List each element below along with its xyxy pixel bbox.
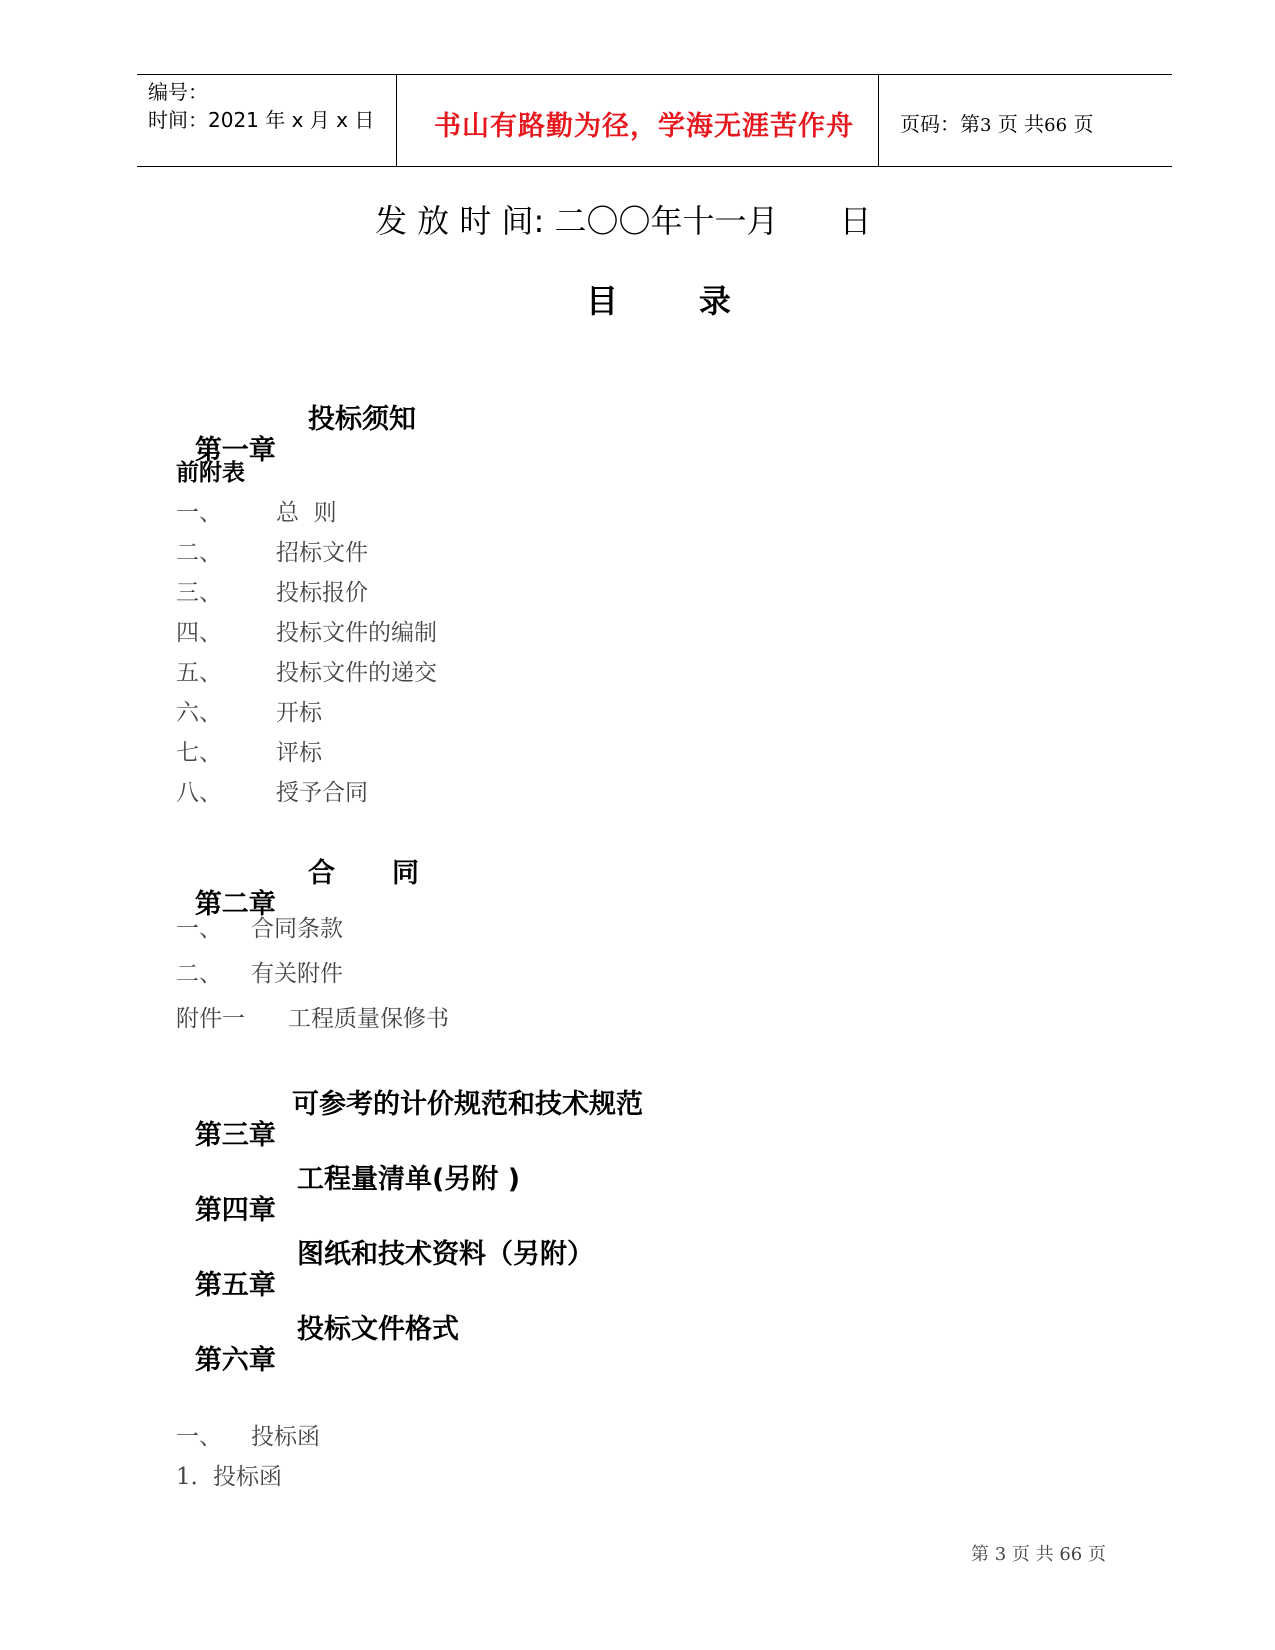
page-mid-label: 页 共 [997,112,1045,136]
chapter-1-number: 第一章 [194,435,276,466]
header-top-rule [137,74,1172,75]
page-number: 3 [980,115,992,136]
chapter-2-number: 第二章 [194,889,276,920]
chapter-3-title: 可参考的计价规范和技术规范 [292,1089,643,1120]
doc-time-label: 时间：2021 年 x 月 x 日 [148,108,375,132]
chapter-6-number: 第六章 [194,1345,276,1376]
chapter-2-title-b: 同 [392,858,419,889]
page-total: 66 [1044,115,1068,136]
page-label: 页码：第 [900,112,980,136]
chapter-5-number: 第五章 [194,1270,276,1301]
chapter-4-title: 工程量清单(另附 ) [297,1164,521,1195]
chapter-1-appendix-table: 前附表 [176,460,245,486]
doc-number-label: 编号： [148,80,208,104]
header-motto: 书山有路勤为径，学海无涯苦作舟 [434,111,854,142]
chapter-4-number: 第四章 [194,1195,276,1226]
page-end-label: 页 [1073,112,1094,136]
toc-title: 目 录 [586,282,733,320]
header-divider-left [396,75,397,167]
header-meta [148,78,374,134]
chapter-6-title: 投标文件格式 [297,1314,459,1345]
chapter-3-number: 第三章 [194,1120,276,1151]
issue-date: 发 放 时 间: 二〇〇年十一月 日 [375,202,872,240]
chapter-5-title: 图纸和技术资料（另附） [297,1239,594,1270]
chapter-6-heading [176,1307,459,1408]
chapter-1-title: 投标须知 [308,404,416,435]
chapter-2-title-a: 合 [308,858,335,889]
page-footer: 第 3 页 共 66 页 [971,1544,1106,1565]
header-page-info [900,108,1093,137]
header-bottom-rule [137,166,1172,167]
